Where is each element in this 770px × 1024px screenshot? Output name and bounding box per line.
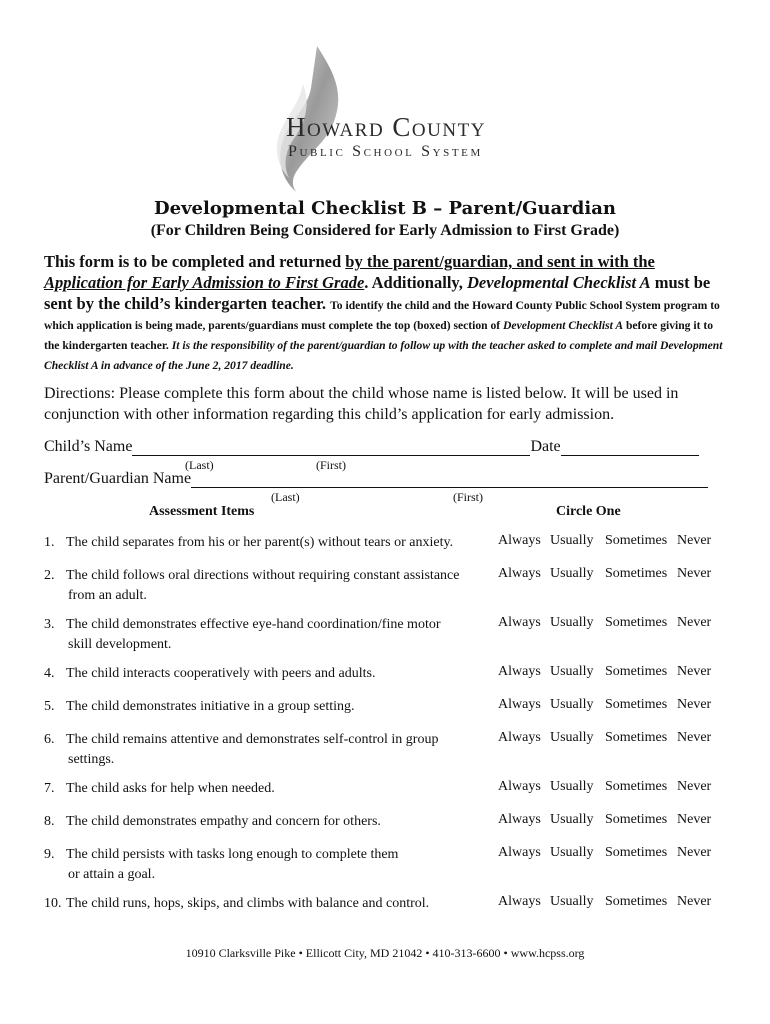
item-number: 4. (44, 666, 55, 681)
intro-text: by the parent/guardian, and sent in with the (345, 252, 655, 271)
option-always[interactable]: Always (498, 615, 541, 630)
option-never[interactable]: Never (677, 730, 712, 745)
item-text: The child remains attentive and demonstrates self-control in group (66, 732, 439, 747)
parent-name-row (44, 470, 708, 488)
rating-options (498, 894, 717, 910)
assessment-item (44, 697, 474, 717)
option-usually[interactable]: Usually (550, 779, 594, 794)
option-never[interactable]: Never (677, 845, 712, 860)
option-always[interactable]: Always (498, 894, 541, 909)
option-sometimes[interactable]: Sometimes (605, 779, 668, 794)
item-number: 7. (44, 781, 55, 796)
option-usually[interactable]: Usually (550, 533, 594, 548)
page-title: Developmental Checklist B – Parent/Guardian (154, 198, 616, 219)
option-never[interactable]: Never (677, 779, 712, 794)
child-last-label: (Last) (185, 458, 214, 472)
option-usually[interactable]: Usually (550, 664, 594, 679)
date-field[interactable] (561, 439, 699, 456)
parent-name-field[interactable] (191, 471, 708, 488)
option-usually[interactable]: Usually (550, 730, 594, 745)
assessment-item (44, 615, 474, 655)
option-sometimes[interactable]: Sometimes (605, 566, 668, 581)
option-never[interactable]: Never (677, 615, 712, 630)
item-text: The child demonstrates empathy and concern for others. (66, 814, 381, 829)
child-name-label: Child’s Name (44, 438, 133, 455)
intro-text: It is the responsibility of the parent/guardian to follow up with the teacher asked to complete and mail Development Checklist A in advance of the June 2, 2017 deadline. (44, 339, 723, 372)
option-always[interactable]: Always (498, 664, 541, 679)
assessment-item (44, 894, 474, 914)
rating-options (498, 533, 717, 549)
item-number: 1. (44, 535, 55, 550)
option-usually[interactable]: Usually (550, 894, 594, 909)
item-text-continued: skill development. (68, 637, 172, 652)
rating-options (498, 812, 717, 828)
option-sometimes[interactable]: Sometimes (605, 697, 668, 712)
option-usually[interactable]: Usually (550, 812, 594, 827)
assessment-item (44, 664, 474, 684)
option-usually[interactable]: Usually (550, 845, 594, 860)
parent-name-label: Parent/Guardian Name (44, 470, 192, 487)
option-always[interactable]: Always (498, 533, 541, 548)
assessment-item (44, 730, 474, 770)
option-sometimes[interactable]: Sometimes (605, 730, 668, 745)
option-always[interactable]: Always (498, 697, 541, 712)
child-first-label: (First) (316, 458, 346, 472)
option-usually[interactable]: Usually (550, 615, 594, 630)
assessment-item (44, 566, 474, 606)
assessment-item (44, 845, 474, 885)
item-text: The child interacts cooperatively with peers and adults. (66, 666, 376, 681)
item-text: The child follows oral directions without requiring constant assistance (66, 568, 460, 583)
option-always[interactable]: Always (498, 779, 541, 794)
option-always[interactable]: Always (498, 812, 541, 827)
intro-text: before giving it to the kindergarten teacher. (44, 319, 714, 352)
item-text: The child demonstrates effective eye-hand coordination/fine motor (66, 617, 441, 632)
option-sometimes[interactable]: Sometimes (605, 664, 668, 679)
intro-text: This form is to be completed and returned (44, 252, 346, 271)
assessment-items-header: Assessment Items (149, 504, 255, 519)
directions-text: Directions: Please complete this form about the child whose name is listed below. It will be used in conjunction with other information regarding this child’s application for early admission. (44, 385, 679, 423)
item-number: 8. (44, 814, 55, 829)
option-never[interactable]: Never (677, 664, 712, 679)
option-usually[interactable]: Usually (550, 697, 594, 712)
option-always[interactable]: Always (498, 730, 541, 745)
option-always[interactable]: Always (498, 845, 541, 860)
item-text: The child runs, hops, skips, and climbs with balance and control. (66, 896, 430, 911)
intro-text: Application for Early Admission to First Grade (44, 273, 365, 292)
assessment-item (44, 812, 474, 832)
intro-text: Development Checklist A (503, 319, 624, 332)
option-never[interactable]: Never (677, 566, 712, 581)
option-sometimes[interactable]: Sometimes (605, 615, 668, 630)
logo-name: Howard County (286, 112, 486, 142)
logo-subname: Public School System (288, 143, 483, 160)
option-sometimes[interactable]: Sometimes (605, 533, 668, 548)
option-sometimes[interactable]: Sometimes (605, 812, 668, 827)
item-text: The child persists with tasks long enough to complete them (66, 847, 399, 862)
item-text-continued: settings. (68, 752, 115, 767)
rating-options (498, 845, 717, 861)
item-number: 10. (44, 896, 62, 911)
rating-options (498, 730, 717, 746)
footer-address: 10910 Clarksville Pike • Ellicott City, MD 21042 • 410-313-6600 • www.hcpss.org (185, 946, 585, 960)
assessment-item (44, 779, 474, 799)
item-number: 5. (44, 699, 55, 714)
option-never[interactable]: Never (677, 533, 712, 548)
intro-text: Developmental Checklist A (467, 273, 651, 292)
page-subtitle: (For Children Being Considered for Early Admission to First Grade) (150, 222, 620, 239)
item-text: The child demonstrates initiative in a group setting. (66, 699, 355, 714)
child-name-field[interactable] (132, 439, 530, 456)
option-never[interactable]: Never (677, 894, 712, 909)
item-number: 3. (44, 617, 55, 632)
item-number: 2. (44, 568, 55, 583)
option-never[interactable]: Never (677, 697, 712, 712)
child-name-row (44, 438, 699, 456)
rating-options (498, 566, 717, 582)
intro-text: must be sent by the child’s kindergarten teacher. (44, 273, 711, 313)
parent-last-label: (Last) (271, 490, 300, 504)
parent-first-label: (First) (453, 490, 483, 504)
item-text-continued: from an adult. (68, 588, 147, 603)
circle-one-header: Circle One (556, 504, 621, 519)
assessment-item (44, 533, 474, 553)
option-sometimes[interactable]: Sometimes (605, 845, 668, 860)
option-usually[interactable]: Usually (550, 566, 594, 581)
item-number: 6. (44, 732, 55, 747)
item-text: The child separates from his or her parent(s) without tears or anxiety. (66, 535, 454, 550)
rating-options (498, 697, 717, 713)
option-sometimes[interactable]: Sometimes (605, 894, 668, 909)
item-text: The child asks for help when needed. (66, 781, 275, 796)
rating-options (498, 779, 717, 795)
intro-text: To identify the child and the Howard County Public School System program to which application is being made, parents/guardians must complete the top (boxed) section of (44, 299, 720, 332)
option-never[interactable]: Never (677, 812, 712, 827)
date-label: Date (530, 438, 561, 455)
option-always[interactable]: Always (498, 566, 541, 581)
item-number: 9. (44, 847, 55, 862)
intro-text: . Additionally, (364, 273, 467, 292)
item-text-continued: or attain a goal. (68, 867, 156, 882)
intro-paragraph (44, 252, 726, 375)
rating-options (498, 615, 717, 631)
rating-options (498, 664, 717, 680)
